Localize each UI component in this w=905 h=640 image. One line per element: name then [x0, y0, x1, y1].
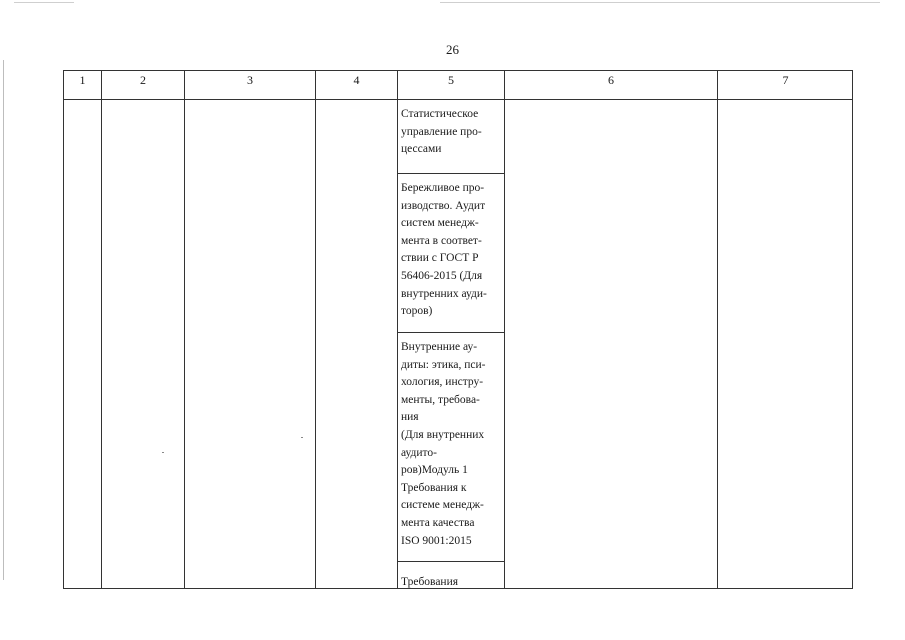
course-title-cell: Бережливое про- изводство. Аудит систем менедж- мента в соответ- ствии с ГОСТ Р 56406-2015 (Для внутренних ауди- торов) [401, 182, 487, 318]
column-divider [101, 71, 102, 588]
column-header-3: 3 [247, 73, 253, 87]
scan-artifact-left-edge [3, 60, 4, 580]
column-header-5: 5 [448, 73, 454, 87]
column-header-4: 4 [353, 73, 360, 87]
column-divider [504, 71, 505, 588]
scan-speck [301, 437, 303, 438]
page-number: 26 [446, 42, 459, 57]
column-divider [184, 71, 185, 588]
scan-speck [162, 452, 164, 453]
column-header-7: 7 [782, 73, 789, 87]
data-table [63, 70, 853, 589]
column-divider [315, 71, 316, 588]
scan-artifact-top-right [440, 2, 880, 3]
column-divider [717, 71, 718, 588]
course-title-cell: Требования [401, 576, 459, 588]
cell-divider [397, 561, 504, 562]
cell-divider [397, 173, 504, 174]
column-divider [397, 71, 398, 588]
column-header-1: 1 [79, 73, 86, 87]
course-title-cell: Статистическое управление про- цессами [401, 108, 482, 156]
cell-divider [397, 332, 504, 333]
header-row-divider [64, 99, 852, 100]
scan-artifact-top-left [14, 2, 74, 3]
column-header-2: 2 [140, 73, 146, 87]
column-header-6: 6 [608, 73, 614, 87]
course-title-cell: Внутренние ау- диты: этика, пси- хология, инстру- менты, требова- ния (Для внутренних аудито- ров)Модуль 1 Требования к системе менедж- мента качества ISO 9001:2015 [401, 341, 486, 547]
